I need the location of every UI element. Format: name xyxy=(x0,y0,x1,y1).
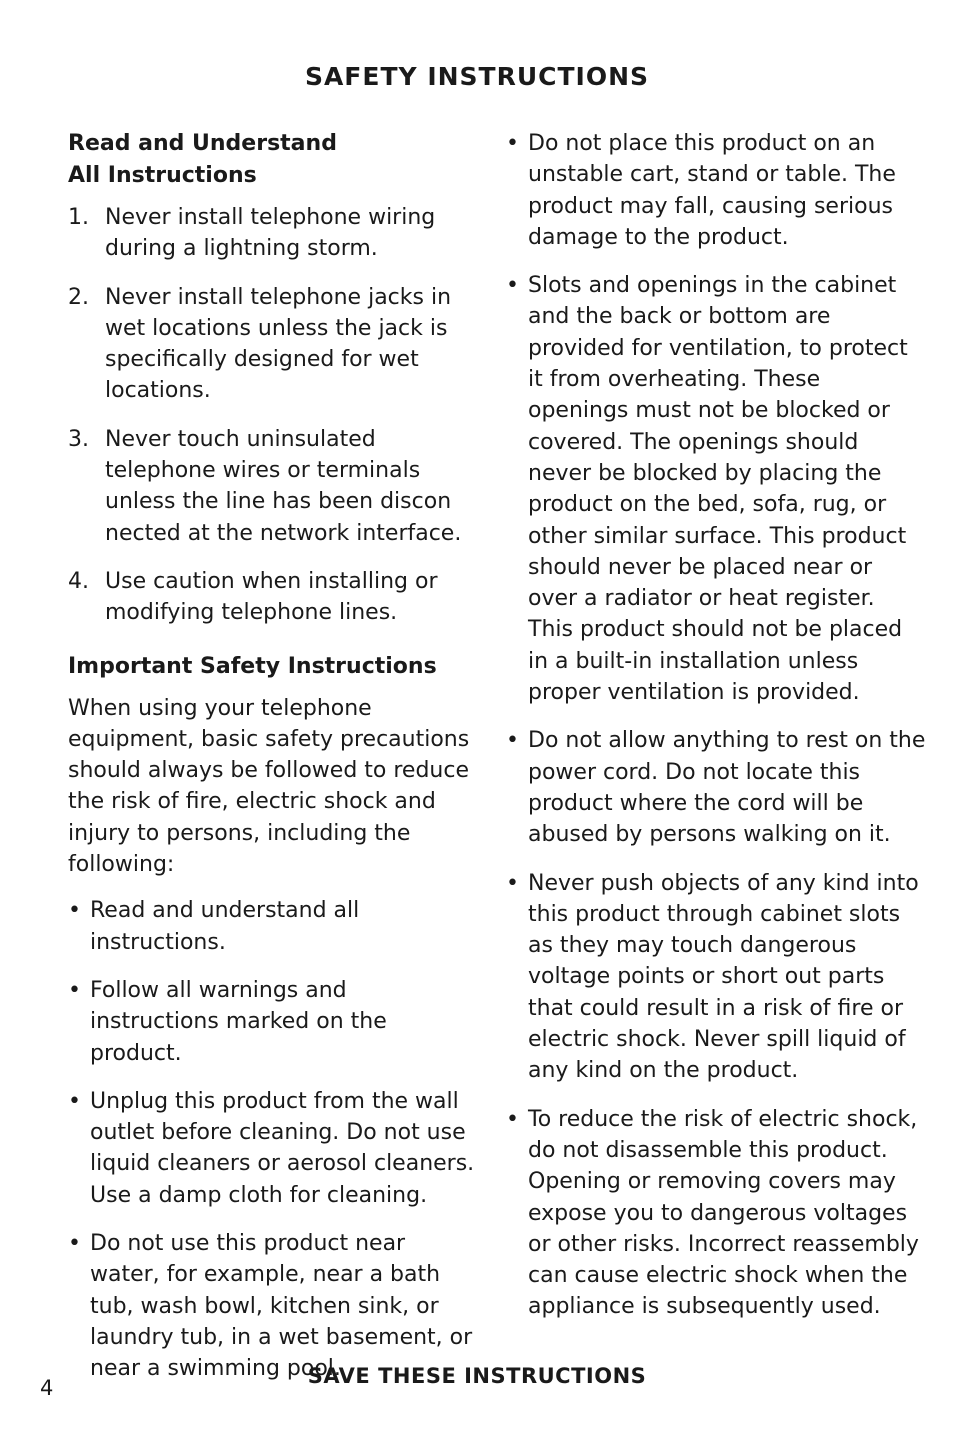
item-text: Do not use this product near water, for example, near a bath tub, wash bowl, kitchen sink, or laundry tub, in a wet basement, or near a swimming pool. xyxy=(90,1231,473,1382)
footer-save-instructions: SAVE THESE INSTRUCTIONS xyxy=(307,1364,647,1388)
list-item xyxy=(68,202,478,265)
bullet: • xyxy=(68,1088,81,1114)
page-title: SAFETY INSTRUCTIONS xyxy=(304,62,650,91)
item-number: 4. xyxy=(68,568,89,594)
right-column xyxy=(506,128,926,1340)
item-text: Read and understand all instructions. xyxy=(90,898,360,955)
item-text: Never touch uninsulated telephone wires or terminals unless the line has been discon nected at the network interface. xyxy=(105,426,462,546)
list-item xyxy=(68,975,478,1069)
item-number: 1. xyxy=(68,205,89,230)
list-item xyxy=(506,128,926,253)
bullet: • xyxy=(506,273,519,299)
page-number: 4 xyxy=(40,1376,54,1400)
bullet: • xyxy=(506,728,519,754)
list-item xyxy=(68,1086,478,1211)
list-item xyxy=(68,424,478,549)
item-text: Follow all warnings and instructions marked on the product. xyxy=(90,977,387,1066)
numbered-list xyxy=(68,202,478,629)
item-number: 2. xyxy=(68,284,89,310)
item-text: Do not allow anything to rest on the power cord. Do not locate this product where the cord will be abused by persons walking on it. xyxy=(528,728,926,848)
item-text: Never install telephone jacks in wet locations unless the jack is specifically designed for wet locations. xyxy=(105,284,452,404)
list-item xyxy=(68,895,478,958)
item-text: To reduce the risk of electric shock, do not disassemble this product. Opening or removing covers may expose you to dangerous voltages or other risks. Incorrect reassembly can cause electric shock when the appliance is subsequently used. xyxy=(528,1106,919,1320)
list-item xyxy=(506,1104,926,1323)
heading-read-understand: Read and Understand All Instructions xyxy=(68,131,337,188)
heading-important-safety: Important Safety Instructions xyxy=(68,653,437,679)
item-text: Never install telephone wiring during a lightning storm. xyxy=(105,205,436,262)
list-item xyxy=(506,270,926,708)
bullet: • xyxy=(68,898,81,924)
bullet: • xyxy=(68,1231,81,1257)
intro-paragraph: When using your telephone equipment, basic safety precautions should always be followed to reduce the risk of fire, electric shock and injury to persons, including the following: xyxy=(68,695,470,878)
bullet: • xyxy=(506,131,519,156)
list-item xyxy=(68,1228,478,1384)
bullet: • xyxy=(68,977,81,1003)
item-text: Do not place this product on an unstable cart, stand or table. The product may fall, causing serious damage to the product. xyxy=(528,131,896,250)
item-text: Unplug this product from the wall outlet before cleaning. Do not use liquid cleaners or aerosol cleaners. Use a damp cloth for cleaning. xyxy=(90,1088,475,1208)
list-item xyxy=(68,282,478,407)
item-text: Slots and openings in the cabinet and the back or bottom are provided for ventilation, to protect it from overheating. These openings must not be blocked or covered. The openings should never be blocked by placing the product on the bed, sofa, rug, or other similar surface. This product should never be placed near or over a radiator or heat register. This product should not be placed in a built-in installation unless proper ventilation is provided. xyxy=(528,273,908,706)
left-column xyxy=(68,128,478,1402)
bullet: • xyxy=(506,1106,519,1132)
item-text: Never push objects of any kind into this product through cabinet slots as they may touch dangerous voltage points or short out parts that could result in a risk of fire or electric shock. Never spill liquid of any kind on the product. xyxy=(528,870,919,1084)
item-number: 3. xyxy=(68,426,89,452)
list-item xyxy=(68,566,478,629)
list-item xyxy=(506,868,926,1087)
item-text: Use caution when installing or modifying telephone lines. xyxy=(105,568,438,626)
list-item xyxy=(506,725,926,850)
bullet: • xyxy=(506,870,519,896)
